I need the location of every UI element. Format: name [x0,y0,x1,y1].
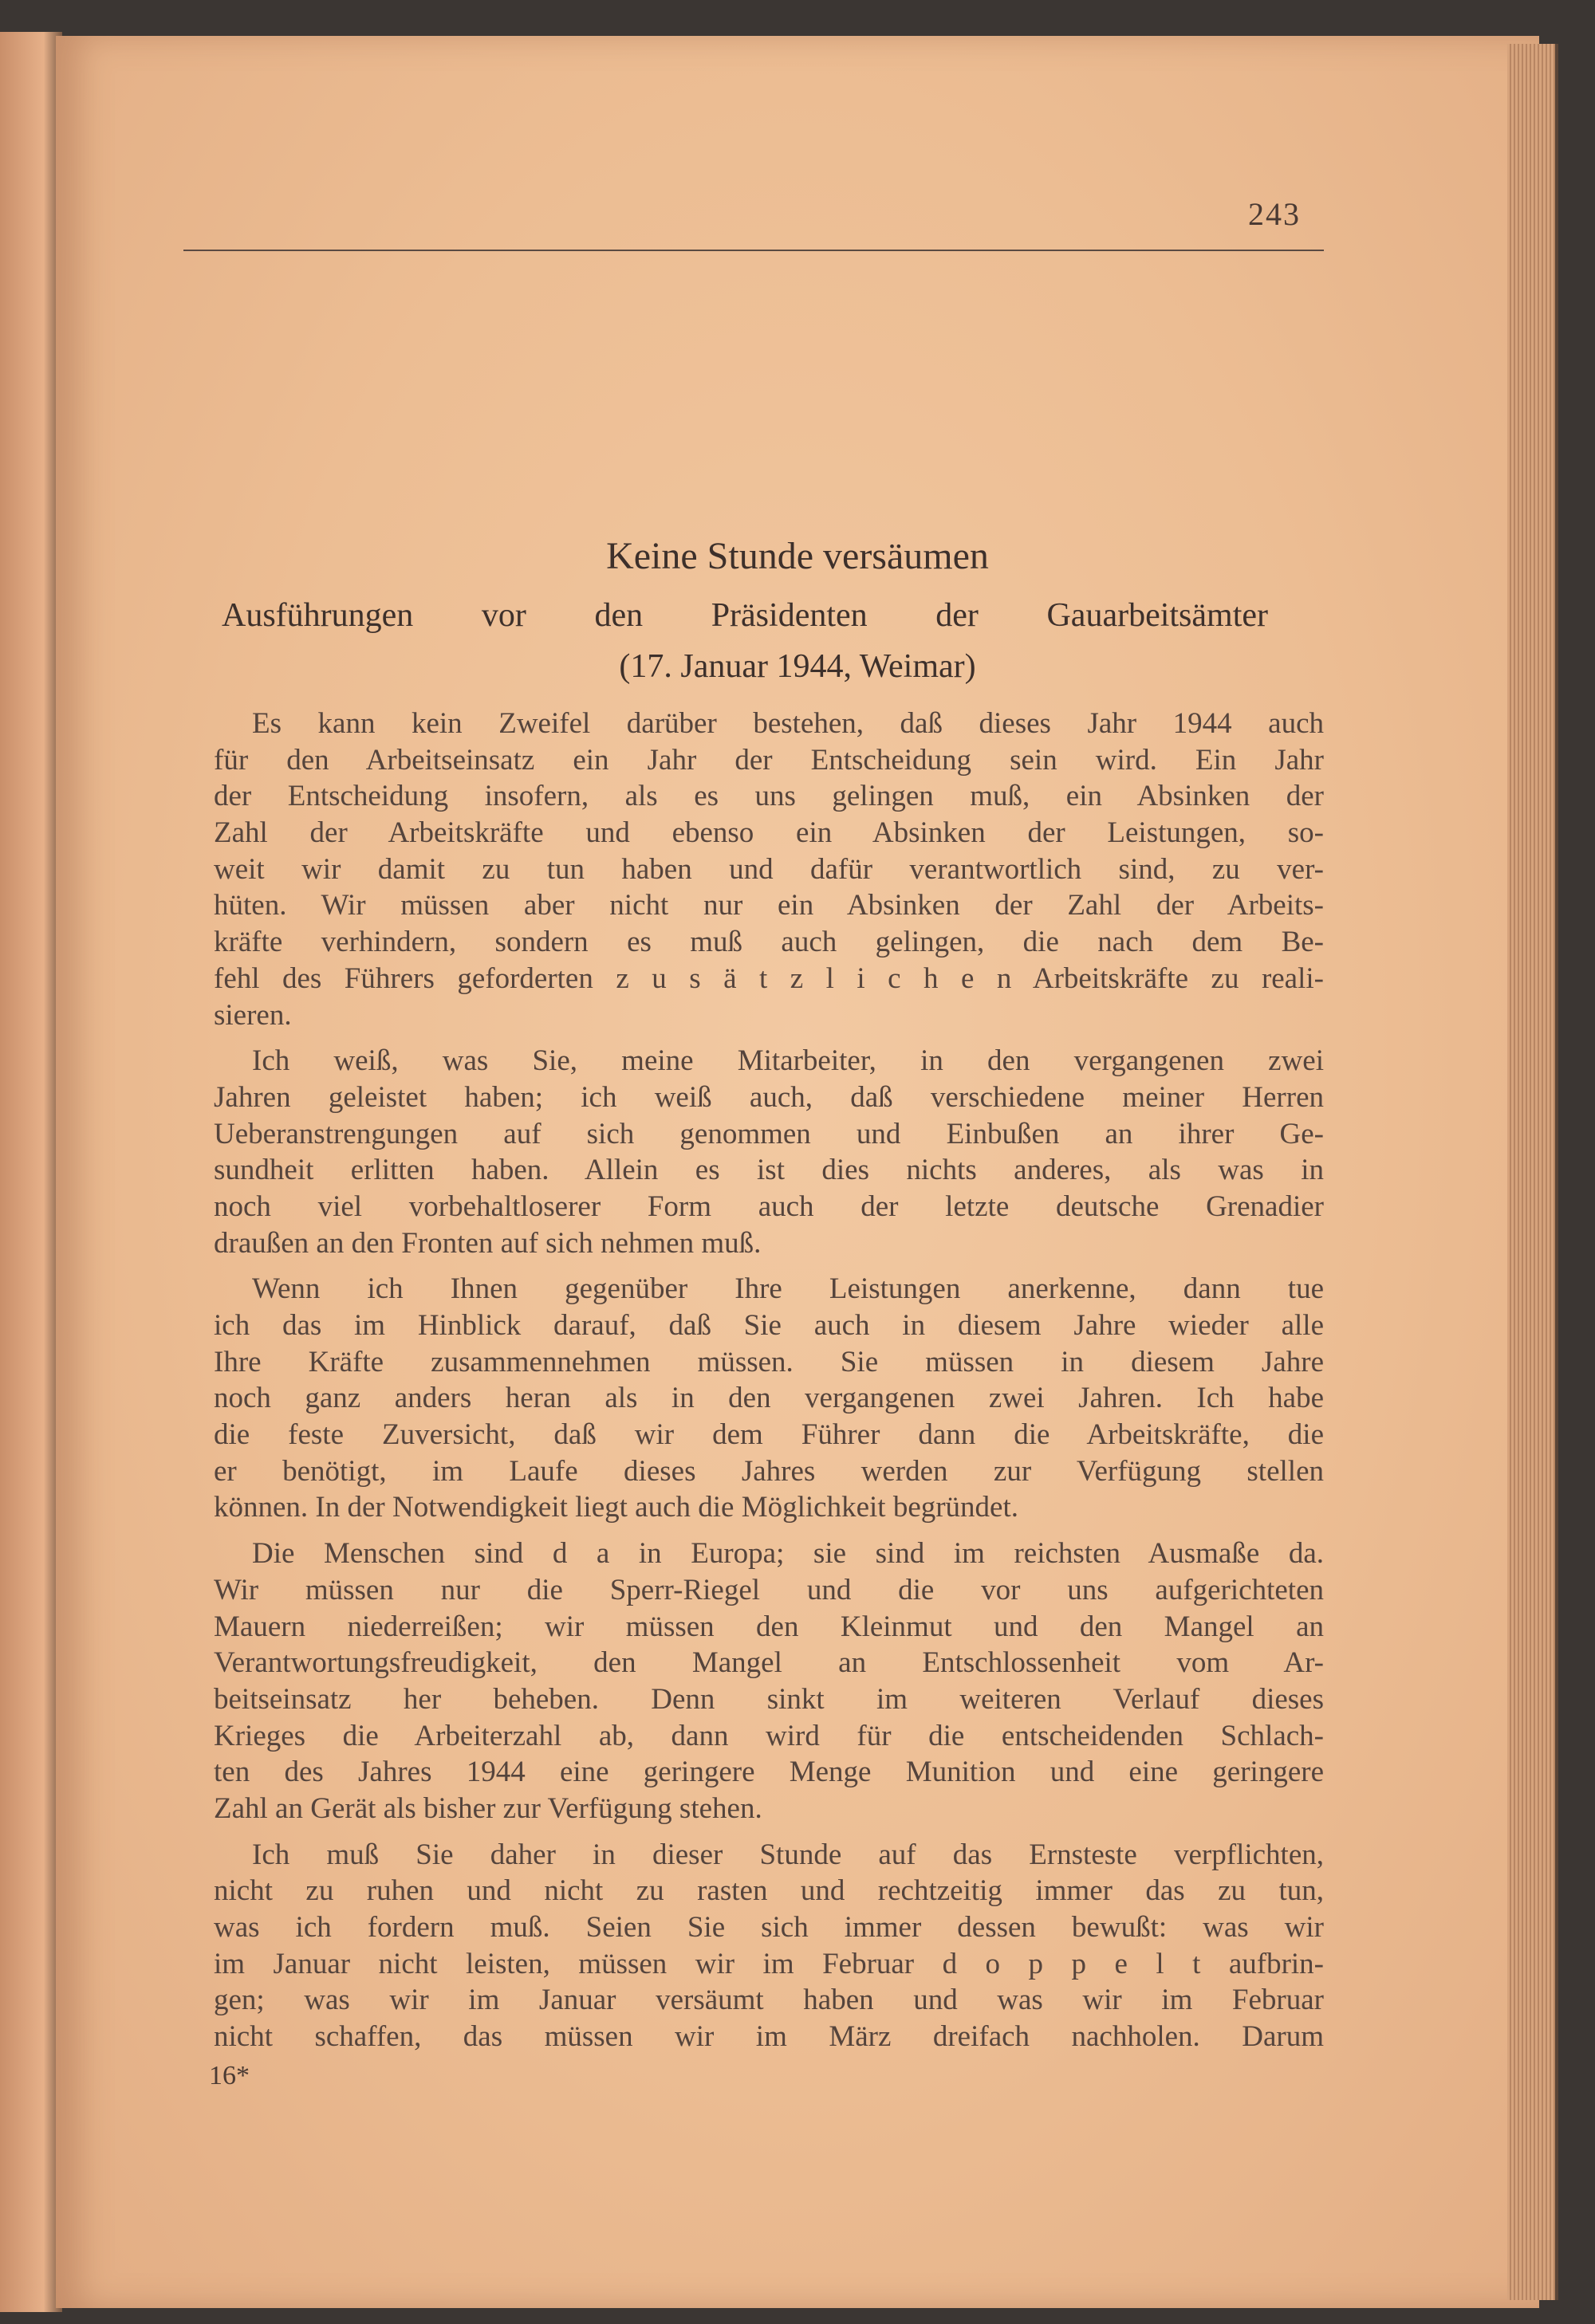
text-line: die feste Zuversicht, daß wir dem Führer dann die Arbeitskräfte, die [214,1418,1324,1452]
text-line: Zahl an Gerät als bisher zur Verfügung stehen. [214,1791,762,1825]
text-line: Wenn ich Ihnen gegenüber Ihre Leistungen anerkenne, dann tue [252,1272,1324,1306]
paragraph [214,706,1324,1033]
text-line: können. In der Notwendigkeit liegt auch die Möglichkeit begründet. [214,1491,1019,1524]
text-line: was ich fordern muß. Seien Sie sich immer dessen bewußt: was wir [214,1911,1324,1944]
text-line: er benötigt, im Laufe dieses Jahres werden zur Verfügung stellen [214,1454,1324,1488]
chapter-title: Keine Stunde versäumen [606,535,989,577]
text-line: Krieges die Arbeiterzahl ab, dann wird für die entscheidenden Schlach- [214,1719,1324,1752]
text-line: noch viel vorbehaltloserer Form auch der letzte deutsche Grenadier [214,1190,1324,1223]
text-line: im Januar nicht leisten, müssen wir im Februar d o p p e l t aufbrin- [214,1947,1324,1980]
text-line: Zahl der Arbeitskräfte und ebenso ein Absinken der Leistungen, so- [214,816,1324,850]
adjacent-page-edge [0,32,62,2312]
text-line: Ueberanstrengungen auf sich genommen und Einbußen an ihrer Ge- [214,1117,1324,1150]
text-line: Es kann kein Zweifel darüber bestehen, daß dieses Jahr 1944 auch [252,707,1324,740]
text-line: beitseinsatz her beheben. Denn sinkt im weiteren Verlauf dieses [214,1682,1324,1716]
text-line: sundheit erlitten haben. Allein es ist dies nichts anderes, als was in [214,1154,1324,1187]
text-line: Mauern niederreißen; wir müssen den Kleinmut und den Mangel an [214,1610,1324,1643]
signature-mark: 16* [209,2061,250,2090]
text-line: Ich weiß, was Sie, meine Mitarbeiter, in den vergangenen zwei [252,1044,1324,1078]
header-rule [183,250,1324,251]
paragraph [214,1271,1324,1526]
text-line: noch ganz anders heran als in den vergangenen zwei Jahren. Ich habe [214,1382,1324,1415]
text-line: nicht zu ruhen und nicht zu rasten und rechtzeitig immer das zu tun, [214,1874,1324,1908]
text-line: nicht schaffen, das müssen wir im März dreifach nachholen. Darum [214,2020,1324,2054]
text-line: ten des Jahres 1944 eine geringere Menge Munition und eine geringere [214,1756,1324,1789]
text-line: kräfte verhindern, sondern es muß auch gelingen, die nach dem Be- [214,926,1324,959]
text-line: Ihre Kräfte zusammennehmen müssen. Sie müssen in diesem Jahre [214,1345,1324,1378]
dateline: (17. Januar 1944, Weimar) [619,648,976,685]
body-text [214,706,1324,2065]
text-line: Jahren geleistet haben; ich weiß auch, daß verschiedene meiner Herren [214,1080,1324,1114]
text-line: für den Arbeitseinsatz ein Jahr der Entscheidung sein wird. Ein Jahr [214,743,1324,777]
paragraph [214,1837,1324,2055]
text-line: hüten. Wir müssen aber nicht nur ein Absinken der Zahl der Arbeits- [214,889,1324,922]
text-line: sieren. [214,998,292,1032]
page-stack-edges [1507,44,1558,2300]
text-line: Verantwortungsfreudigkeit, den Mangel an Entschlossenheit vom Ar- [214,1646,1324,1680]
text-line: Wir müssen nur die Sperr-Riegel und die vor uns aufgerichteten [214,1573,1324,1606]
text-line: ich das im Hinblick darauf, daß Sie auch in diesem Jahre wieder alle [214,1309,1324,1342]
text-line: der Entscheidung insofern, als es uns gelingen muß, ein Absinken der [214,780,1324,813]
text-line: Die Menschen sind d a in Europa; sie sind im reichsten Ausmaße da. [252,1537,1324,1571]
text-line: gen; was wir im Januar versäumt haben und was wir im Februar [214,1984,1324,2017]
paragraph [214,1043,1324,1261]
text-line: Ich muß Sie daher in dieser Stunde auf das Ernsteste verpflichten, [252,1838,1324,1871]
text-line: draußen an den Fronten auf sich nehmen muß. [214,1226,762,1260]
chapter-subtitle: Ausführungen vor den Präsidenten der Gauarbeitsämter [222,597,1268,634]
paragraph [214,1536,1324,1827]
page-number: 243 [1248,196,1301,232]
text-line: weit wir damit zu tun haben und dafür verantwortlich sind, zu ver- [214,852,1324,886]
text-line: fehl des Führers geforderten z u s ä t z l i c h e n Arbeitskräfte zu reali- [214,961,1324,995]
